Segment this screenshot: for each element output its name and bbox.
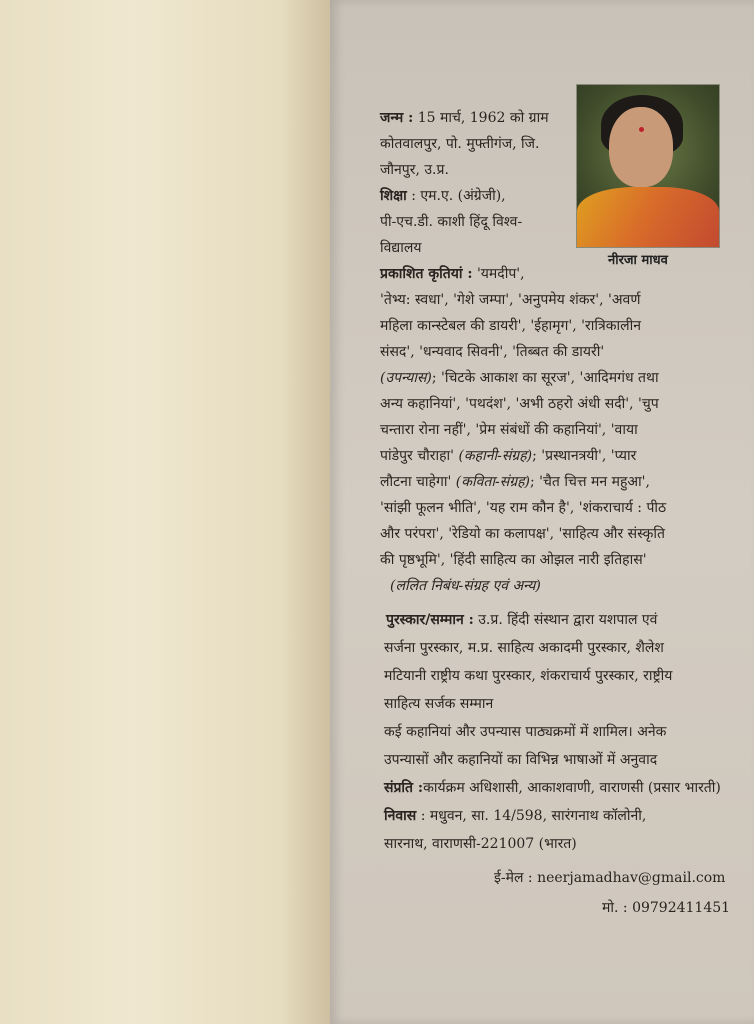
line-text: की पृष्ठभूमि', 'हिंदी साहित्य का ओझल नारी इतिहास': [380, 552, 647, 568]
line-text: विद्यालय: [380, 240, 422, 256]
line-text: ; 'प्रस्थानत्रयी', 'प्यार: [532, 448, 637, 464]
text-line-22: [384, 666, 672, 685]
text-line-8: [380, 290, 640, 309]
line-text: ; 'चैत चित्त मन महुआ',: [530, 474, 650, 490]
line-text: : मधुवन, सा. 14/598, सारंगनाथ कॉलोनी,: [416, 808, 647, 824]
author-photo: [576, 84, 720, 248]
text-line-21: [384, 638, 664, 657]
genre-label: (कहानी-संग्रह): [458, 448, 533, 464]
line-text: लौटना चाहेगा': [380, 474, 456, 490]
text-line-2: [380, 134, 539, 153]
line-text: ई-मेल : neerjamadhav@gmail.com: [494, 870, 726, 886]
line-text: सर्जना पुरस्कार, म.प्र. साहित्य अकादमी पुरस्कार, शैलेश: [384, 640, 664, 656]
text-line-7: [380, 264, 525, 283]
text-line-12: [380, 394, 659, 413]
text-line-25: [384, 750, 657, 769]
line-text: उ.प्र. हिंदी संस्थान द्वारा यशपाल एवं: [473, 612, 658, 628]
text-line-23: [384, 694, 493, 713]
line-text: 'यमदीप',: [472, 266, 525, 282]
text-line-6: [380, 238, 421, 257]
line-text: 'सांझी फूलन भीति', 'यह राम कौन है', 'शंकराचार्य : पीठ: [380, 500, 667, 516]
section-label: पुरस्कार/सम्मान :: [386, 612, 474, 628]
text-line-16: [380, 498, 666, 517]
text-line-26: [384, 778, 721, 797]
text-line-10: [380, 342, 604, 361]
genre-label: (उपन्यास): [380, 370, 432, 386]
text-line-4: [380, 186, 506, 205]
text-line-9: [380, 316, 641, 335]
text-line-15: [380, 472, 650, 491]
line-text: मो. : 09792411451: [602, 900, 731, 916]
text-line-20: [386, 610, 657, 629]
genre-label: (ललित निबंध-संग्रह एवं अन्य): [390, 578, 541, 594]
genre-label: (कविता-संग्रह): [455, 474, 530, 490]
line-text: कई कहानियां और उपन्यास पाठ्यक्रमों में शामिल। अनेक: [384, 724, 667, 740]
line-text: महिला कान्स्टेबल की डायरी', 'ईहामृग', 'रात्रिकालीन: [380, 318, 641, 334]
line-text: कोतवालपुर, पो. मुफ्तीगंज, जि.: [380, 136, 540, 152]
line-text: सारनाथ, वाराणसी-221007 (भारत): [384, 836, 577, 852]
section-label: जन्म :: [380, 110, 414, 126]
text-line-5: [380, 212, 522, 231]
text-line-24: [384, 722, 666, 741]
section-label: शिक्षा: [380, 188, 407, 204]
text-line-18: [380, 550, 647, 569]
line-text: संसद', 'धन्यवाद सिवनी', 'तिब्बत की डायरी': [380, 344, 605, 360]
line-text: और परंपरा', 'रेडियो का कलापक्ष', 'साहित्य और संस्कृति: [380, 526, 665, 542]
text-line-30: [602, 898, 730, 917]
line-text: : एम.ए. (अंग्रेजी),: [406, 188, 506, 204]
section-label: निवास: [384, 808, 417, 824]
line-text: साहित्य सर्जक सम्मान: [384, 696, 494, 712]
line-text: 'तेभ्य: स्वधा', 'गेशे जम्पा', 'अनुपमेय शंकर', 'अवर्ण: [380, 292, 641, 308]
photo-caption: नीरजा माधव: [608, 253, 668, 268]
line-text: कार्यक्रम अधिशासी, आकाशवाणी, वाराणसी (प्रसार भारती): [423, 780, 721, 796]
line-text: 15 मार्च, 1962 को ग्राम: [413, 110, 549, 126]
line-text: मटियानी राष्ट्रीय कथा पुरस्कार, शंकराचार्य पुरस्कार, राष्ट्रीय: [384, 668, 673, 684]
text-line-28: [384, 834, 577, 853]
text-line-13: [380, 420, 638, 439]
section-label: संप्रति :: [384, 780, 424, 796]
line-text: पांडेपुर चौराहा': [380, 448, 459, 464]
text-line-1: [380, 108, 549, 127]
text-line-19: [390, 576, 541, 595]
line-text: अन्य कहानियां', 'पथदंश', 'अभी ठहरो अंधी सदी', 'चुप: [380, 396, 659, 412]
line-text: पी-एच.डी. काशी हिंदू विश्व-: [380, 214, 523, 230]
left-page: [0, 0, 330, 1024]
text-line-11: [380, 368, 659, 387]
line-text: चन्तारा रोना नहीं', 'प्रेम संबंधों की कहानियां', 'वाया: [380, 422, 638, 438]
line-text: जौनपुर, उ.प्र.: [380, 162, 449, 178]
text-line-3: [380, 160, 449, 179]
text-line-27: [384, 806, 646, 825]
text-line-29: [494, 868, 725, 887]
line-text: उपन्यासों और कहानियों का विभिन्न भाषाओं में अनुवाद: [384, 752, 658, 768]
section-label: प्रकाशित कृतियां :: [380, 266, 473, 282]
line-text: ; 'चिटके आकाश का सूरज', 'आदिमगंध तथा: [431, 370, 659, 386]
text-line-17: [380, 524, 665, 543]
text-line-14: [380, 446, 636, 465]
